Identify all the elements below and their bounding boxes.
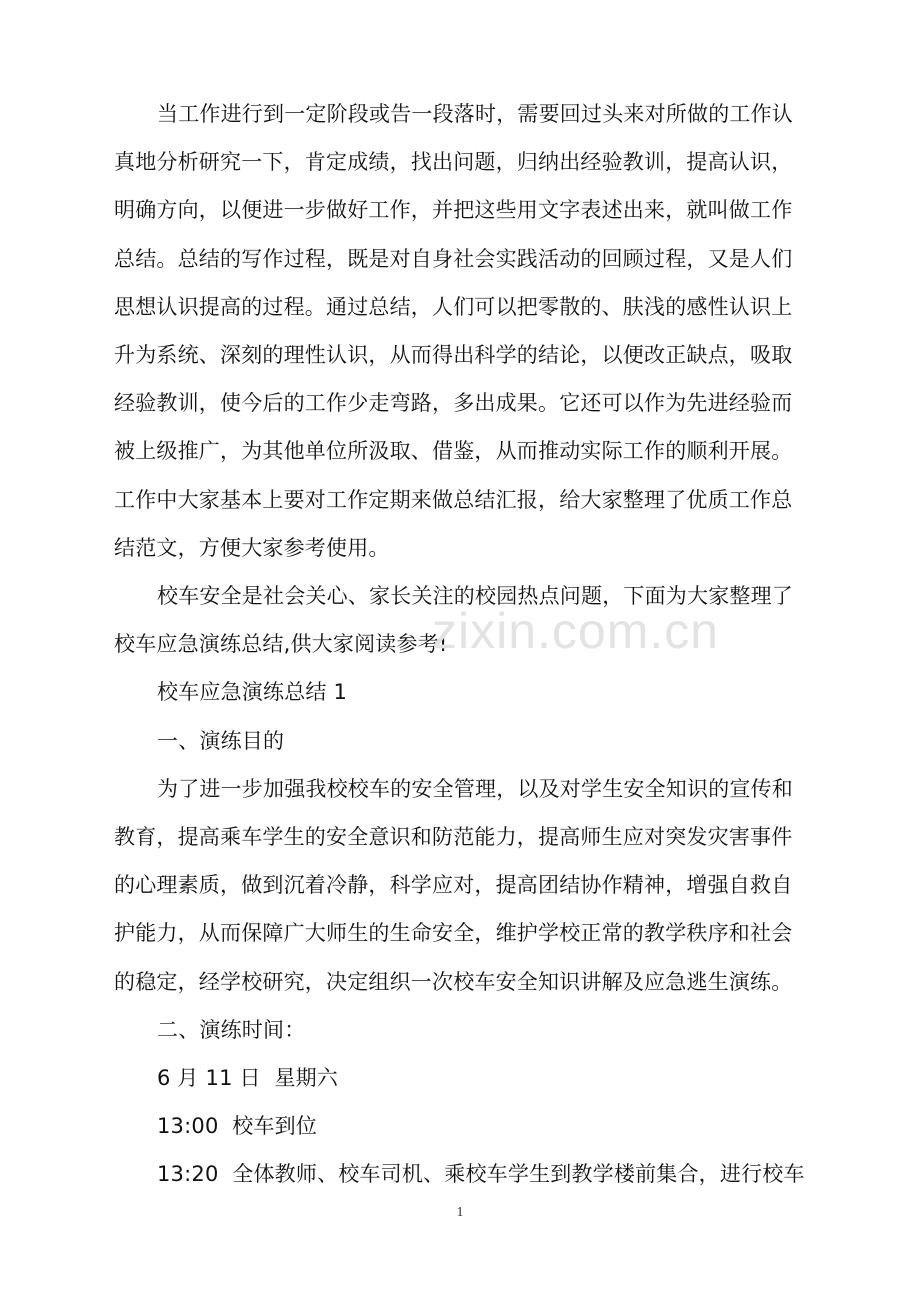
intro-line: 经验教训，使今后的工作少走弯路，多出成果。它还可以作为先进经验而 [114,391,793,416]
section2-heading: 二、演练时间： [157,1017,306,1042]
section1-line: 为了进一步加强我校校车的安全管理，以及对学生安全知识的宣传和 [157,776,793,801]
intro-line: 工作中大家基本上要对工作定期来做总结汇报，给大家整理了优质工作总 [114,487,793,512]
preface-paragraph [114,572,808,668]
preface-line: 校车应急演练总结,供大家阅读参考! [114,632,448,657]
preface-line: 校车安全是社会关心、家长关注的校园热点问题，下面为大家整理了 [157,584,793,609]
intro-line: 结范文，方便大家参考使用。 [114,535,390,560]
document-body [114,90,808,1199]
intro-line: 总结。总结的写作过程，既是对自身社会实践活动的回顾过程，又是人们 [114,246,793,271]
schedule-item: 13:00 校车到位 [157,1114,318,1139]
section1-line: 护能力，从而保障广大师生的生命安全，维护学校正常的教学秩序和社会 [114,921,793,946]
intro-line: 升为系统、深刻的理性认识，从而得出科学的结论，以便改正缺点，吸取 [114,343,793,368]
section1-heading: 一、演练目的 [157,728,285,753]
schedule-item: 13:20 全体教师、校车司机、乘校车学生到教学楼前集合，进行校车 [157,1162,805,1187]
document-title: 校车应急演练总结 1 [157,680,348,705]
intro-line: 当工作进行到一定阶段或告一段落时，需要回过头来对所做的工作认 [157,102,793,126]
watermark: zixin.com.cn [432,603,720,659]
date-line: 6 月 11 日 星期六 [157,1066,339,1091]
intro-line: 真地分析研究一下，肯定成绩，找出问题，归纳出经验教训，提高认识， [114,150,793,175]
section1-line: 教育，提高乘车学生的安全意识和防范能力，提高师生应对突发灾害事件 [114,825,793,850]
intro-line: 被上级推广，为其他单位所汲取、借鉴，从而推动实际工作的顺利开展。 [114,439,793,464]
intro-line: 思想认识提高的过程。通过总结，人们可以把零散的、肤浅的感性认识上 [114,294,793,319]
section1-line: 的心理素质，做到沉着冷静，科学应对，提高团结协作精神，增强自救自 [114,873,793,898]
intro-line: 明确方向，以便进一步做好工作，并把这些用文字表述出来，就叫做工作 [114,198,793,223]
page-number: 1 [456,1205,464,1220]
intro-paragraph [114,90,808,572]
section1-paragraph [114,765,808,1006]
section1-line: 的稳定，经学校研究，决定组织一次校车安全知识讲解及应急逃生演练。 [114,969,793,994]
